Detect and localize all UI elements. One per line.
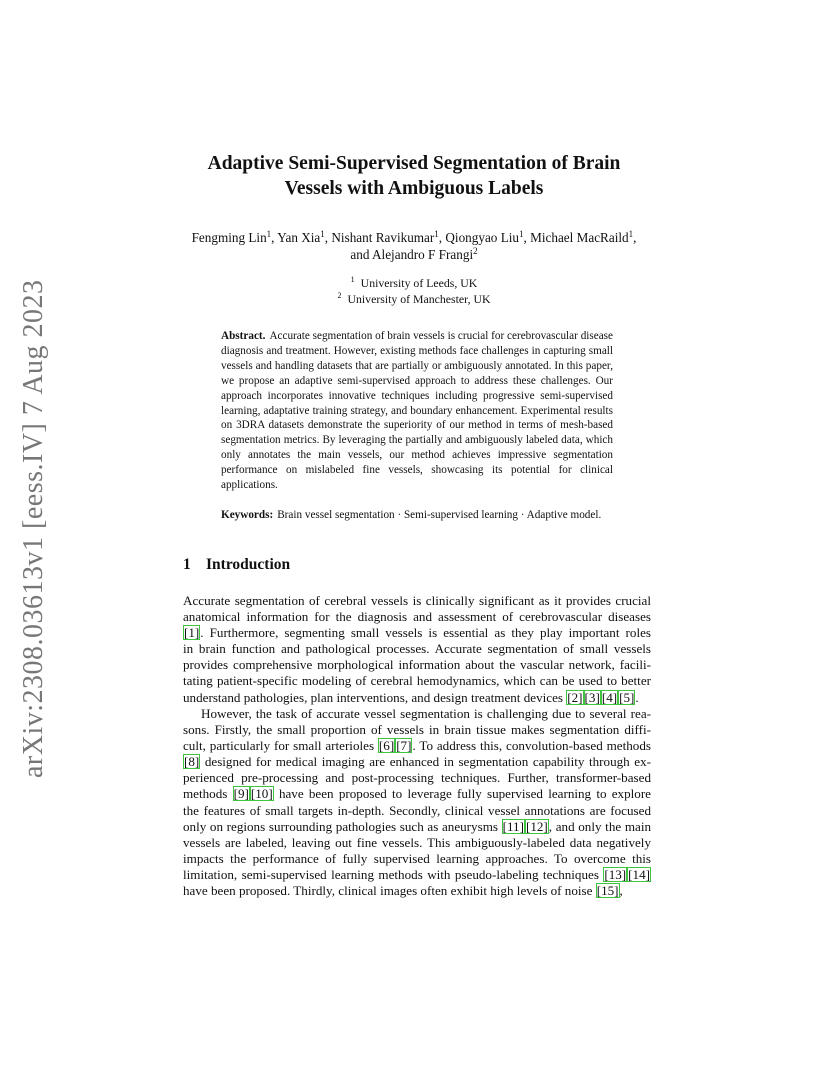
citation-link[interactable]: [9] [233,786,249,802]
citation-link[interactable]: [4] [601,689,618,705]
author-affiliation-mark: 1 [519,229,524,239]
affiliation-number: 1 [350,275,355,284]
abstract-text: Accurate segmentation of brain vessels is crucial for cerebrovascular disease diagnosis and treatment. However, existing methods face challenges in capturing small vessels and handling datasets that are partially or ambiguously annotated. In this paper, we propose an adaptive semi-supervised approach to address these challenges. Our approach incorporates innovative techniques including progressive semi-supervised learning, adaptative training strategy, and boundary enhancement. Experimental results on 3DRA datasets demonstrate the superiority of our method in terms of mesh-based segmentation metrics. By leveraging the partially and ambiguously labeled data, which only annotates the main vessels, our method achieves impressive segmentation performance on mislabeled fine vessels, showcasing its potential for clinical applications. [221,330,613,492]
citation-link[interactable]: [2] [567,689,583,705]
affiliation-list [150,275,678,307]
citation-link[interactable]: [8] [184,754,200,770]
author-name: Alejandro F Frangi [372,247,474,262]
author-name: Nishant Ravikumar [331,230,435,245]
author-name: Yan Xia [277,230,321,245]
author-name: Michael MacRaild [530,230,629,245]
author-conjunction: and [350,247,370,262]
section-heading [183,556,290,574]
intro-paragraph-2 [183,706,651,899]
text-line: perienced pre-processing and post-processing techniques. Further, transformer-based [183,770,651,786]
citation-link[interactable]: [14] [628,866,650,882]
text-line: tating patient-specific modeling of cerebral hemodynamics, which can be used to better [183,673,651,689]
section-title: Introduction [206,556,291,573]
author-affiliation-mark: 1 [266,229,272,239]
author-name: Qiongyao Liu [445,230,520,245]
text-line: impacts the performance of fully supervised learning approaches. To overcome this [183,850,651,866]
text-line: anatomical information for the diagnosis and assessment of cerebrovascular diseases [183,609,651,625]
intro-paragraph-1 [183,593,651,706]
citation-link[interactable]: [12] [525,818,548,834]
text-line: in brain function and pathological processes. Accurate segmentation of small vessels [183,641,651,657]
arxiv-identifier-stamp: arXiv:2308.03613v1 [eess.IV] 7 Aug 2023 [18,279,49,778]
text-line: understand pathologies, plan interventions, and design treatment devices [2] [3] [4] [5]. [183,689,639,705]
author-affiliation-mark: 1 [628,229,634,239]
text-line: provides comprehensive morphological information about the vascular network, facili- [183,657,651,673]
citation-link[interactable]: [7] [396,738,412,754]
author-line-2 [150,246,678,263]
citation-link[interactable]: [15] [596,883,619,899]
affiliation-name: University of Leeds, UK [360,276,478,290]
citation-link[interactable]: [10] [250,786,273,802]
affiliation-item [150,275,678,291]
title-line-2: Vessels with Ambiguous Labels [284,178,544,199]
text-line: [1]. Furthermore, segmenting small vessels is essential as they play important roles [184,625,651,641]
text-line: methods [9] [10] have been proposed to leverage fully supervised learning to explore [183,786,651,802]
author-list [150,229,678,263]
text-line: the features of small targets in-depth. Secondly, clinical vessel annotations are focused [183,802,651,818]
text-line: vessels are labeled, leaving out fine vessels. This ambiguously-labeled data negatively [183,834,651,850]
title-line-1: Adaptive Semi-Supervised Segmentation of Brain [207,153,621,174]
text-line: cult, particularly for small arterioles [6] [7]. To address this, convolution-based methods [183,738,651,754]
citation-link[interactable]: [1] [184,625,200,641]
citation-link[interactable]: [3] [584,689,600,705]
affiliation-name: University of Manchester, UK [347,292,491,306]
affiliation-item [150,291,678,307]
keywords-text: Brain vessel segmentation · Semi-supervised learning · Adaptive model. [277,509,602,521]
paper-title [150,151,678,201]
text-line: sons. Firstly, the small proportion of vessels in brain tissue makes segmentation diffi- [183,722,651,738]
keywords [221,508,641,523]
text-line: Accurate segmentation of cerebral vessels is clinically significant as it provides crucial [183,593,651,608]
affiliation-number: 2 [337,291,342,300]
text-line: [8] designed for medical imaging are enhanced in segmentation capability through ex- [184,754,651,770]
abstract [221,329,613,493]
author-name: Fengming Lin [191,230,267,245]
citation-link[interactable]: [5] [619,689,635,705]
author-line-1: Fengming Lin$^1$, Yan Xia$^1$, Nishant Ravikumar$^1$, Qiongyao Liu$^1$, Michael MacRaild$^1$, [191,229,637,245]
keywords-label: Keywords: [221,509,274,521]
citation-link[interactable]: [6] [378,738,395,754]
section-number: 1 [183,556,191,573]
author-affiliation-mark: 1 [320,229,325,239]
text-line: However, the task of accurate vessel segmentation is challenging due to several rea- [201,706,651,721]
text-line: only on regions surrounding pathologies such as aneurysms [11] [12], and only the main [183,818,651,834]
abstract-label: Abstract. [221,330,266,342]
text-line: limitation, semi-supervised learning methods with pseudo-labeling techniques [13] [14] [183,866,650,882]
text-line: have been proposed. Thirdly, clinical images often exhibit high levels of noise [15], [183,883,623,899]
citation-link[interactable]: [11] [502,818,524,834]
citation-link[interactable]: [13] [604,866,627,882]
author-affiliation-mark: 1 [434,229,439,239]
author-affiliation-mark: 2 [473,246,478,256]
